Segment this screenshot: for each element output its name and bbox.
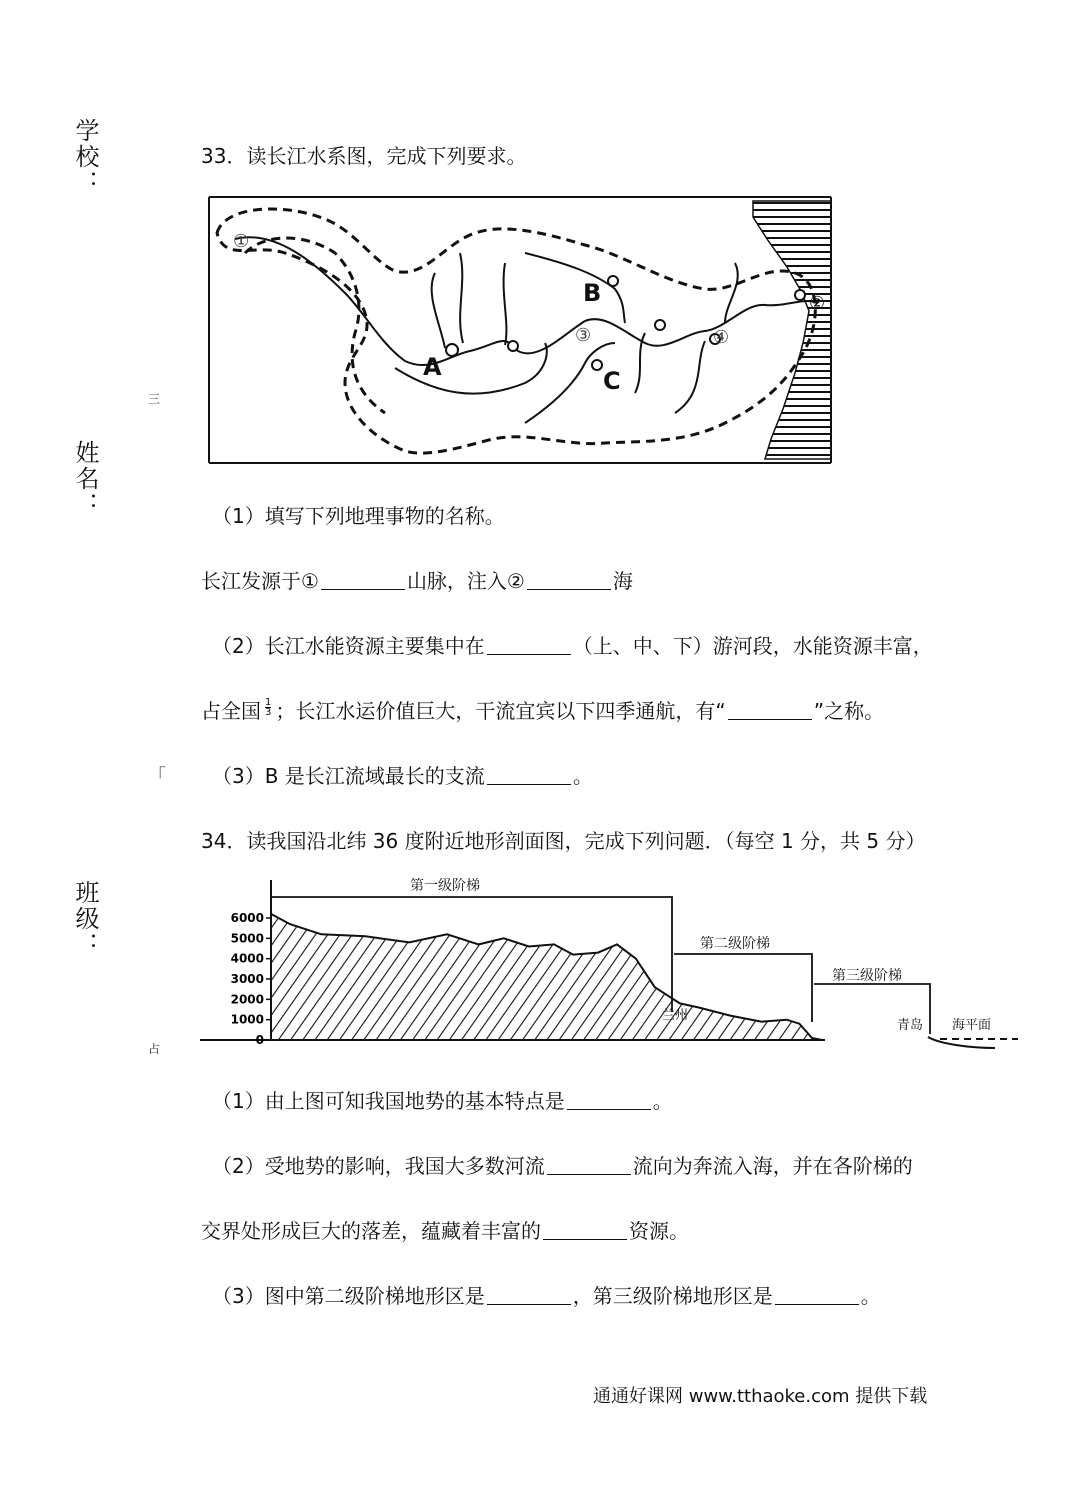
place-sea-level: 海平面 [952,1018,992,1033]
map-label-4: ④ [713,327,730,348]
y-tick-label: 1000 [230,1012,264,1027]
side-mark-1: 三 [148,392,161,406]
school-label: 学校： [71,118,99,196]
answer-blank[interactable] [547,1154,631,1175]
q34-part2-cont: 交界处形成巨大的落差，蕴藏着丰富的 资源。 [201,1219,689,1243]
terrain-profile-chart [200,872,1020,1057]
coast-line [928,1037,995,1048]
q34-part1: （1）由上图可知我国地势的基本特点是 。 [212,1089,673,1113]
q33-part1-fill: 长江发源于① 山脉，注入② 海 [201,569,633,593]
y-tick-label: 2000 [230,992,264,1007]
q33-part2: （2）长江水能资源主要集中在 （上、中、下）游河段，水能资源丰富， [212,634,933,658]
name-label: 姓名： [71,440,99,518]
answer-blank[interactable] [775,1284,859,1305]
terrain-profile-area [271,914,822,1040]
answer-blank[interactable] [527,569,611,590]
q34-title: 34．读我国沿北纬 36 度附近地形剖面图，完成下列问题．（每空 1 分，共 5 分） [201,829,926,853]
class-label: 班级： [71,880,99,958]
side-mark-3: 占 [148,1042,161,1056]
y-tick-label: 4000 [230,951,264,966]
q33-title: 33．读长江水系图，完成下列要求。 [201,144,527,168]
answer-blank[interactable] [543,1219,627,1240]
step1-label: 第一级阶梯 [410,878,480,894]
step3-label: 第三级阶梯 [832,968,902,984]
answer-blank[interactable] [321,569,405,590]
fraction-one-third: $\frac{1}{3}$ [265,697,272,718]
y-tick-label: 0 [255,1033,264,1047]
sea-area [753,201,831,459]
answer-blank[interactable] [487,764,571,785]
footer-source: 通通好课网 www.tthaoke.com 提供下载 [593,1386,928,1407]
step2-label: 第二级阶梯 [700,936,770,952]
q33-part3: （3）B 是长江流域最长的支流 。 [212,764,593,788]
place-qingdao: 青岛 [897,1018,924,1033]
y-tick-label: 3000 [230,972,264,986]
q33-part1: （1）填写下列地理事物的名称。 [212,504,505,528]
map-label-2: ② [809,293,826,314]
y-tick-label: 6000 [230,911,264,925]
side-mark-2: 「 [148,766,166,787]
answer-blank[interactable] [487,634,571,655]
q34-part3: （3）图中第二级阶梯地形区是 ，第三级阶梯地形区是 。 [212,1284,881,1308]
yangtze-river-map [205,193,835,468]
place-lanzhou: 兰州 [662,1008,689,1023]
answer-blank[interactable] [487,1284,571,1305]
q33-part2-cont: 占全国 $\frac{1}{3}$ ；长江水运价值巨大，干流宜宾以下四季通航，有“ ”之称。 [201,697,885,723]
q34-part2: （2）受地势的影响，我国大多数河流 流向为奔流入海，并在各阶梯的 [212,1154,913,1178]
map-label-A: A [423,353,442,381]
map-label-3: ③ [575,325,592,346]
map-label-C: C [603,367,621,395]
map-label-B: B [583,279,602,307]
answer-blank[interactable] [728,699,812,720]
map-label-1: ① [233,231,250,252]
y-tick-label: 5000 [230,931,264,946]
answer-blank[interactable] [567,1089,651,1110]
